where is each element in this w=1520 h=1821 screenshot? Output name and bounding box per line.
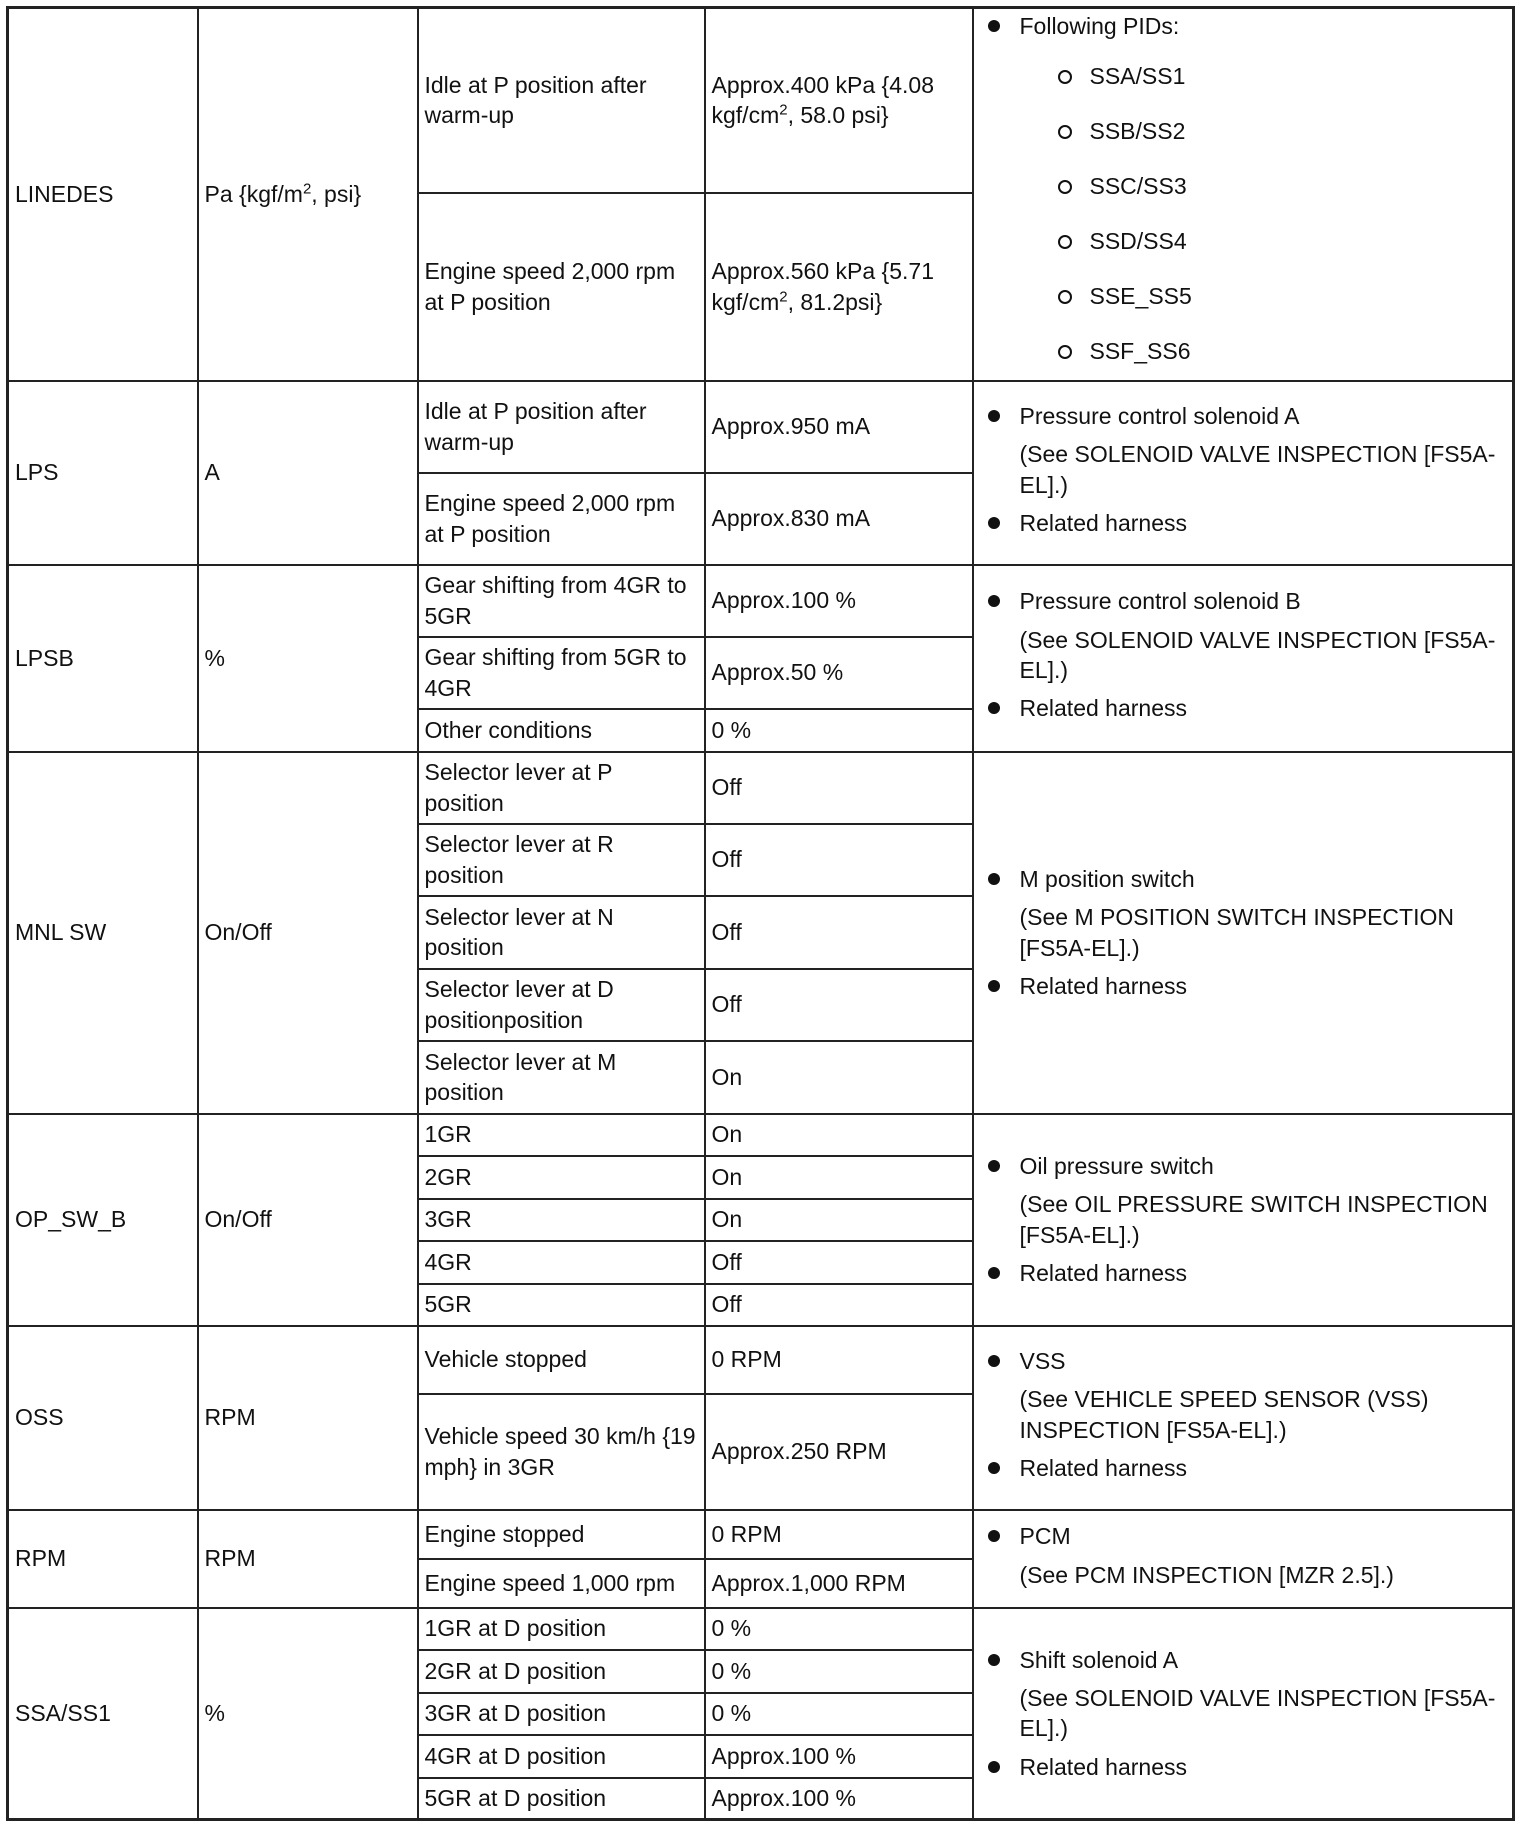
sub-pid-item: SSD/SS4 (980, 214, 1507, 269)
inspection-reference (973, 381, 1514, 565)
reference-bullet: Shift solenoid A (980, 1645, 1507, 1675)
sub-pid-item: SSF_SS6 (980, 324, 1507, 379)
pid-unit: RPM (198, 1326, 418, 1510)
condition-cell: Idle at P position after warm-up (418, 8, 705, 193)
reference-bullet: PCM (980, 1521, 1507, 1551)
value-text-end: , 81.2psi} (787, 288, 883, 315)
inspection-reference (973, 1326, 1514, 1510)
pid-name: SSA/SS1 (8, 1608, 198, 1820)
reference-note: (See VEHICLE SPEED SENSOR (VSS) INSPECTION [FS5A-EL].) (1019, 1386, 1429, 1443)
pid-unit (198, 8, 418, 381)
condition-cell: 5GR at D position (418, 1778, 705, 1820)
reference-bullet: Related harness (980, 971, 1507, 1001)
table-row (8, 1608, 1514, 1650)
value-cell: 0 % (705, 1608, 973, 1650)
pid-name: LPS (8, 381, 198, 565)
value-text-end: , 58.0 psi} (787, 102, 889, 129)
pid-name: LPSB (8, 565, 198, 752)
pid-unit: On/Off (198, 1114, 418, 1326)
reference-note: (See SOLENOID VALVE INSPECTION [FS5A-EL].) (1019, 1684, 1496, 1742)
reference-bullet: Related harness (980, 508, 1507, 538)
sub-pid-item: SSE_SS5 (980, 269, 1507, 324)
pid-unit: On/Off (198, 752, 418, 1114)
condition-cell: Gear shifting from 4GR to 5GR (418, 565, 705, 637)
reference-note: (See OIL PRESSURE SWITCH INSPECTION [FS5A-EL].) (1019, 1191, 1488, 1248)
pid-name: OP_SW_B (8, 1114, 198, 1326)
inspection-reference (973, 752, 1514, 1114)
pid-unit: A (198, 381, 418, 565)
pid-name: MNL SW (8, 752, 198, 1114)
value-cell: On (705, 1114, 973, 1156)
condition-cell: 2GR (418, 1156, 705, 1199)
condition-cell: Selector lever at R position (418, 824, 705, 896)
sub-pid-item: SSA/SS1 (980, 49, 1507, 104)
condition-cell: 1GR at D position (418, 1608, 705, 1650)
inspection-reference (973, 1510, 1514, 1608)
unit-superscript: 2 (302, 180, 312, 198)
unit-text: Pa {kgf/m (204, 181, 303, 208)
value-text: Approx.400 kPa {4.08 kgf/cm (711, 71, 934, 129)
table-row (8, 8, 1514, 193)
inspection-reference (973, 8, 1514, 381)
value-cell: Approx.830 mA (705, 473, 973, 565)
value-text: Approx.560 kPa {5.71 kgf/cm (711, 258, 934, 315)
pid-monitor-table (6, 6, 1515, 1821)
value-cell: 0 RPM (705, 1326, 973, 1394)
table-row (8, 1326, 1514, 1394)
pid-name: LINEDES (8, 8, 198, 381)
value-cell: Off (705, 896, 973, 969)
value-superscript: 2 (779, 101, 788, 119)
value-cell: 0 RPM (705, 1510, 973, 1559)
condition-cell: Engine stopped (418, 1510, 705, 1559)
reference-bullet: Related harness (980, 1752, 1507, 1782)
condition-cell: Selector lever at D positionposition (418, 969, 705, 1041)
value-cell: Approx.100 % (705, 1735, 973, 1778)
pid-unit: % (198, 565, 418, 752)
condition-cell: Engine speed 1,000 rpm (418, 1559, 705, 1608)
condition-cell: Gear shifting from 5GR to 4GR (418, 637, 705, 709)
value-cell: On (705, 1156, 973, 1199)
condition-cell: Engine speed 2,000 rpm at P position (418, 473, 705, 565)
value-cell: Approx.100 % (705, 565, 973, 637)
condition-cell: Engine speed 2,000 rpm at P position (418, 193, 705, 381)
pid-unit: % (198, 1608, 418, 1820)
value-cell: Off (705, 1241, 973, 1284)
reference-bullet: Pressure control solenoid A (980, 401, 1507, 431)
value-cell: 0 % (705, 1693, 973, 1735)
condition-cell: 3GR at D position (418, 1693, 705, 1735)
value-cell: Approx.50 % (705, 637, 973, 709)
condition-cell: Selector lever at N position (418, 896, 705, 969)
value-cell (705, 193, 973, 381)
value-cell: Off (705, 969, 973, 1041)
condition-cell: 5GR (418, 1284, 705, 1326)
table-row (8, 752, 1514, 824)
reference-bullet: M position switch (980, 864, 1507, 894)
value-cell: Approx.100 % (705, 1778, 973, 1820)
inspection-reference (973, 565, 1514, 752)
inspection-reference (973, 1608, 1514, 1820)
reference-bullet: Related harness (980, 1453, 1507, 1483)
reference-bullet: Related harness (980, 1258, 1507, 1288)
sub-pid-item: SSC/SS3 (980, 159, 1507, 214)
value-cell: Approx.950 mA (705, 381, 973, 473)
condition-cell: Vehicle stopped (418, 1326, 705, 1394)
pid-name: RPM (8, 1510, 198, 1608)
table-row (8, 1114, 1514, 1156)
table-row (8, 381, 1514, 473)
value-cell: 0 % (705, 709, 973, 752)
value-cell: On (705, 1041, 973, 1114)
reference-note: (See SOLENOID VALVE INSPECTION [FS5A-EL].) (1019, 626, 1496, 683)
condition-cell: 3GR (418, 1199, 705, 1241)
reference-note: (See M POSITION SWITCH INSPECTION [FS5A-EL].) (1019, 904, 1454, 961)
inspection-reference (973, 1114, 1514, 1326)
condition-cell: Other conditions (418, 709, 705, 752)
reference-bullet: Pressure control solenoid B (980, 586, 1507, 616)
value-cell: Off (705, 1284, 973, 1326)
reference-bullet: Oil pressure switch (980, 1151, 1507, 1181)
condition-cell: Idle at P position after warm-up (418, 381, 705, 473)
sub-pid-item: SSB/SS2 (980, 104, 1507, 159)
condition-cell: 4GR (418, 1241, 705, 1284)
condition-cell: Vehicle speed 30 km/h {19 mph} in 3GR (418, 1394, 705, 1510)
reference-note: (See PCM INSPECTION [MZR 2.5].) (1019, 1561, 1394, 1588)
unit-text-end: , psi} (311, 181, 362, 208)
value-cell: Approx.250 RPM (705, 1394, 973, 1510)
reference-bullet: Related harness (980, 693, 1507, 723)
pid-name: OSS (8, 1326, 198, 1510)
value-superscript: 2 (779, 287, 788, 305)
reference-bullet: Following PIDs: (980, 11, 1507, 41)
value-cell: Off (705, 752, 973, 824)
condition-cell: Selector lever at M position (418, 1041, 705, 1114)
value-cell (705, 8, 973, 193)
value-cell: On (705, 1199, 973, 1241)
condition-cell: 2GR at D position (418, 1650, 705, 1693)
table-row (8, 565, 1514, 637)
value-cell: Approx.1,000 RPM (705, 1559, 973, 1608)
pid-unit: RPM (198, 1510, 418, 1608)
value-cell: 0 % (705, 1650, 973, 1693)
condition-cell: Selector lever at P position (418, 752, 705, 824)
reference-bullet: VSS (980, 1346, 1507, 1376)
table-row (8, 1510, 1514, 1559)
condition-cell: 4GR at D position (418, 1735, 705, 1778)
value-cell: Off (705, 824, 973, 896)
condition-cell: 1GR (418, 1114, 705, 1156)
reference-note: (See SOLENOID VALVE INSPECTION [FS5A-EL].) (1019, 441, 1496, 498)
